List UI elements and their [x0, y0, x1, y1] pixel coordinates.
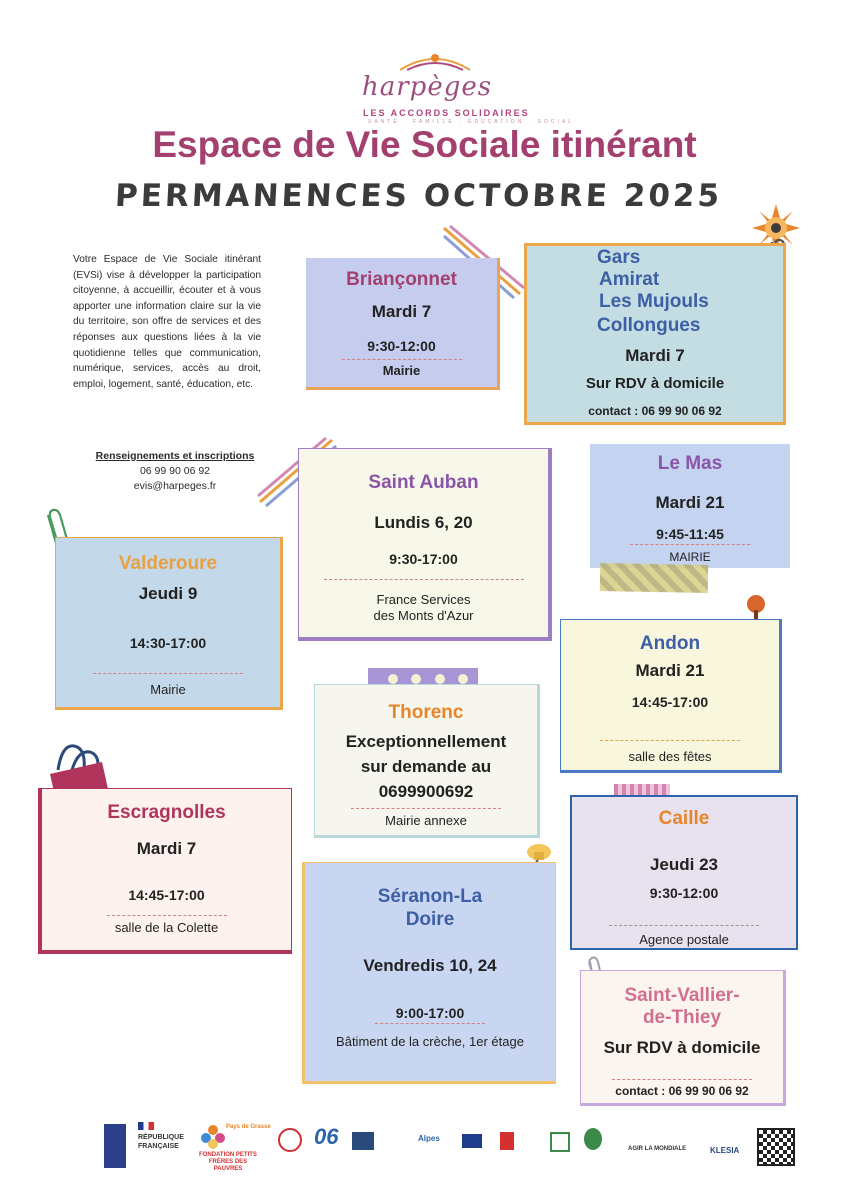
- card-escragnolles: [38, 788, 292, 954]
- logo-emblem-icon: [395, 52, 475, 74]
- card-thorenc: [314, 684, 540, 838]
- klesia-logo: KLESIA: [710, 1146, 740, 1155]
- card-place: France Services: [376, 592, 471, 607]
- card-divider: [324, 579, 524, 580]
- card-location: Caille: [658, 808, 710, 829]
- card-hours: 9:30-12:00: [649, 885, 719, 901]
- agir-logo: AGIR LA MONDIALE: [628, 1146, 687, 1152]
- card-line: sur demande au: [360, 757, 492, 776]
- card-location: Le Mas: [657, 453, 723, 474]
- card-hours: 9:30-12:00: [367, 338, 436, 354]
- card-gars: [524, 243, 786, 425]
- card-location: Séranon-La: [377, 886, 483, 907]
- card-location: Les Mujouls: [599, 291, 709, 312]
- contact-phone: 06 99 90 06 92: [139, 465, 211, 477]
- logo-tagline: LES ACCORDS SOLIDAIRES: [363, 108, 530, 118]
- card-day: Mardi 21: [635, 661, 705, 680]
- card-divider: [630, 544, 750, 545]
- card-place: Agence postale: [639, 932, 729, 947]
- card-place: salle des fêtes: [628, 749, 712, 764]
- fondation-logo: FONDATION PETITS FRÈRES DES PAUVRES: [199, 1152, 257, 1172]
- card-contact: contact : 06 99 90 06 92: [588, 404, 722, 418]
- card-andon: [560, 619, 782, 773]
- contact-block: [75, 449, 275, 494]
- card-note: Sur RDV à domicile: [585, 375, 725, 392]
- washi-tape-icon: [600, 563, 708, 593]
- card-day: Jeudi 23: [649, 855, 719, 874]
- card-hours: 9:30-17:00: [389, 551, 458, 567]
- caf-logo-icon: [104, 1124, 126, 1168]
- card-location: Briançonnet: [346, 269, 457, 290]
- alpes-logo: Alpes: [418, 1134, 440, 1143]
- card-briancon: [306, 258, 500, 390]
- card-valderoure: [55, 537, 283, 710]
- card-vallier: [580, 970, 786, 1106]
- card-day: Jeudi 9: [138, 584, 198, 603]
- card-location: Saint-Vallier-: [624, 985, 740, 1006]
- card-hours: 14:30-17:00: [129, 635, 207, 651]
- card-place: salle de la Colette: [114, 920, 219, 935]
- card-place: Bâtiment de la crèche, 1er étage: [336, 1034, 524, 1049]
- card-location: de-Thiey: [642, 1007, 722, 1028]
- dept-logo: 06: [314, 1124, 339, 1149]
- card-day: Mardi 21: [655, 493, 725, 512]
- card-place: Mairie: [382, 363, 421, 378]
- card-divider: [375, 1023, 485, 1024]
- card-day: Mardi 7: [136, 839, 197, 858]
- intro-text: Votre Espace de Vie Sociale itinérant (EVSi) vise à développer la participation citoyenne, à accueillir, écouter et à vous apporter une information claire sur la vie du territoire, son offre de services et des réponses aux questions liées à la vie quotidienne telles que communication, numérique, services, accès au droit, emploi, logement, santé, éducation, etc.: [73, 254, 261, 390]
- contact-heading: Renseignements et inscriptions: [95, 450, 255, 462]
- card-location: Doire: [405, 909, 455, 930]
- msa-logo-icon: [352, 1132, 374, 1150]
- republique-label: RÉPUBLIQUE FRANÇAISE: [138, 1134, 184, 1150]
- card-day: Mardi 7: [371, 302, 432, 321]
- card-location: Gars: [597, 247, 641, 268]
- card-contact: contact : 06 99 90 06 92: [615, 1084, 749, 1098]
- card-caille: [570, 795, 798, 950]
- card-location: Collongues: [597, 315, 701, 336]
- card-line: Exceptionnellement: [345, 732, 507, 751]
- flower-logo-icon: [200, 1124, 226, 1150]
- card-line: 0699900692: [378, 782, 474, 801]
- card-hours: 14:45-17:00: [128, 887, 205, 903]
- contact-email: evis@harpeges.fr: [133, 480, 217, 492]
- eu-flag-icon: [462, 1134, 482, 1148]
- pays-grasse-logo: Pays de Grasse: [226, 1124, 271, 1130]
- card-location: Amirat: [599, 269, 660, 290]
- leaf-logo-icon: [584, 1128, 602, 1150]
- card-location: Valderoure: [118, 553, 218, 574]
- page-subtitle: PERMANENCES OCTOBRE 2025: [114, 178, 724, 214]
- card-location: Andon: [639, 633, 701, 654]
- qr-code-icon[interactable]: [757, 1128, 795, 1166]
- card-divider: [93, 673, 243, 674]
- logo-tiny-tagline: SANTÉ · FAMILLE · ÉDUCATION · SOCIAL: [368, 119, 574, 125]
- card-location: Escragnolles: [107, 802, 226, 823]
- card-place: Mairie: [150, 682, 186, 697]
- card-hours: 14:45-17:00: [631, 694, 709, 710]
- card-day: Vendredis 10, 24: [363, 956, 497, 975]
- logo-name: harpèges: [362, 72, 493, 102]
- card-seranon: [302, 862, 556, 1084]
- page-title: Espace de Vie Sociale itinérant: [152, 124, 697, 165]
- card-place: des Monts d'Azur: [373, 608, 474, 623]
- card-divider: [342, 359, 462, 360]
- card-divider: [612, 1079, 752, 1080]
- card-hours: 9:45-11:45: [656, 526, 724, 542]
- card-day: Lundis 6, 20: [374, 513, 473, 532]
- square-logo-icon: [550, 1132, 570, 1152]
- circle-logo-icon: [278, 1128, 302, 1152]
- card-place: MAIRIE: [669, 550, 711, 564]
- card-auban: [298, 448, 552, 641]
- card-day: Mardi 7: [625, 346, 685, 365]
- card-lemas: [590, 444, 790, 568]
- card-place: Mairie annexe: [385, 813, 467, 828]
- card-location: Thorenc: [388, 702, 464, 723]
- card-divider: [107, 915, 227, 916]
- republique-logo: [138, 1122, 198, 1151]
- card-divider: [600, 740, 740, 741]
- card-divider: [351, 808, 501, 809]
- card-divider: [609, 925, 759, 926]
- card-note: Sur RDV à domicile: [603, 1038, 761, 1057]
- region-logo-icon: [500, 1132, 514, 1150]
- card-location: Saint Auban: [368, 472, 479, 493]
- card-hours: 9:00-17:00: [395, 1005, 465, 1021]
